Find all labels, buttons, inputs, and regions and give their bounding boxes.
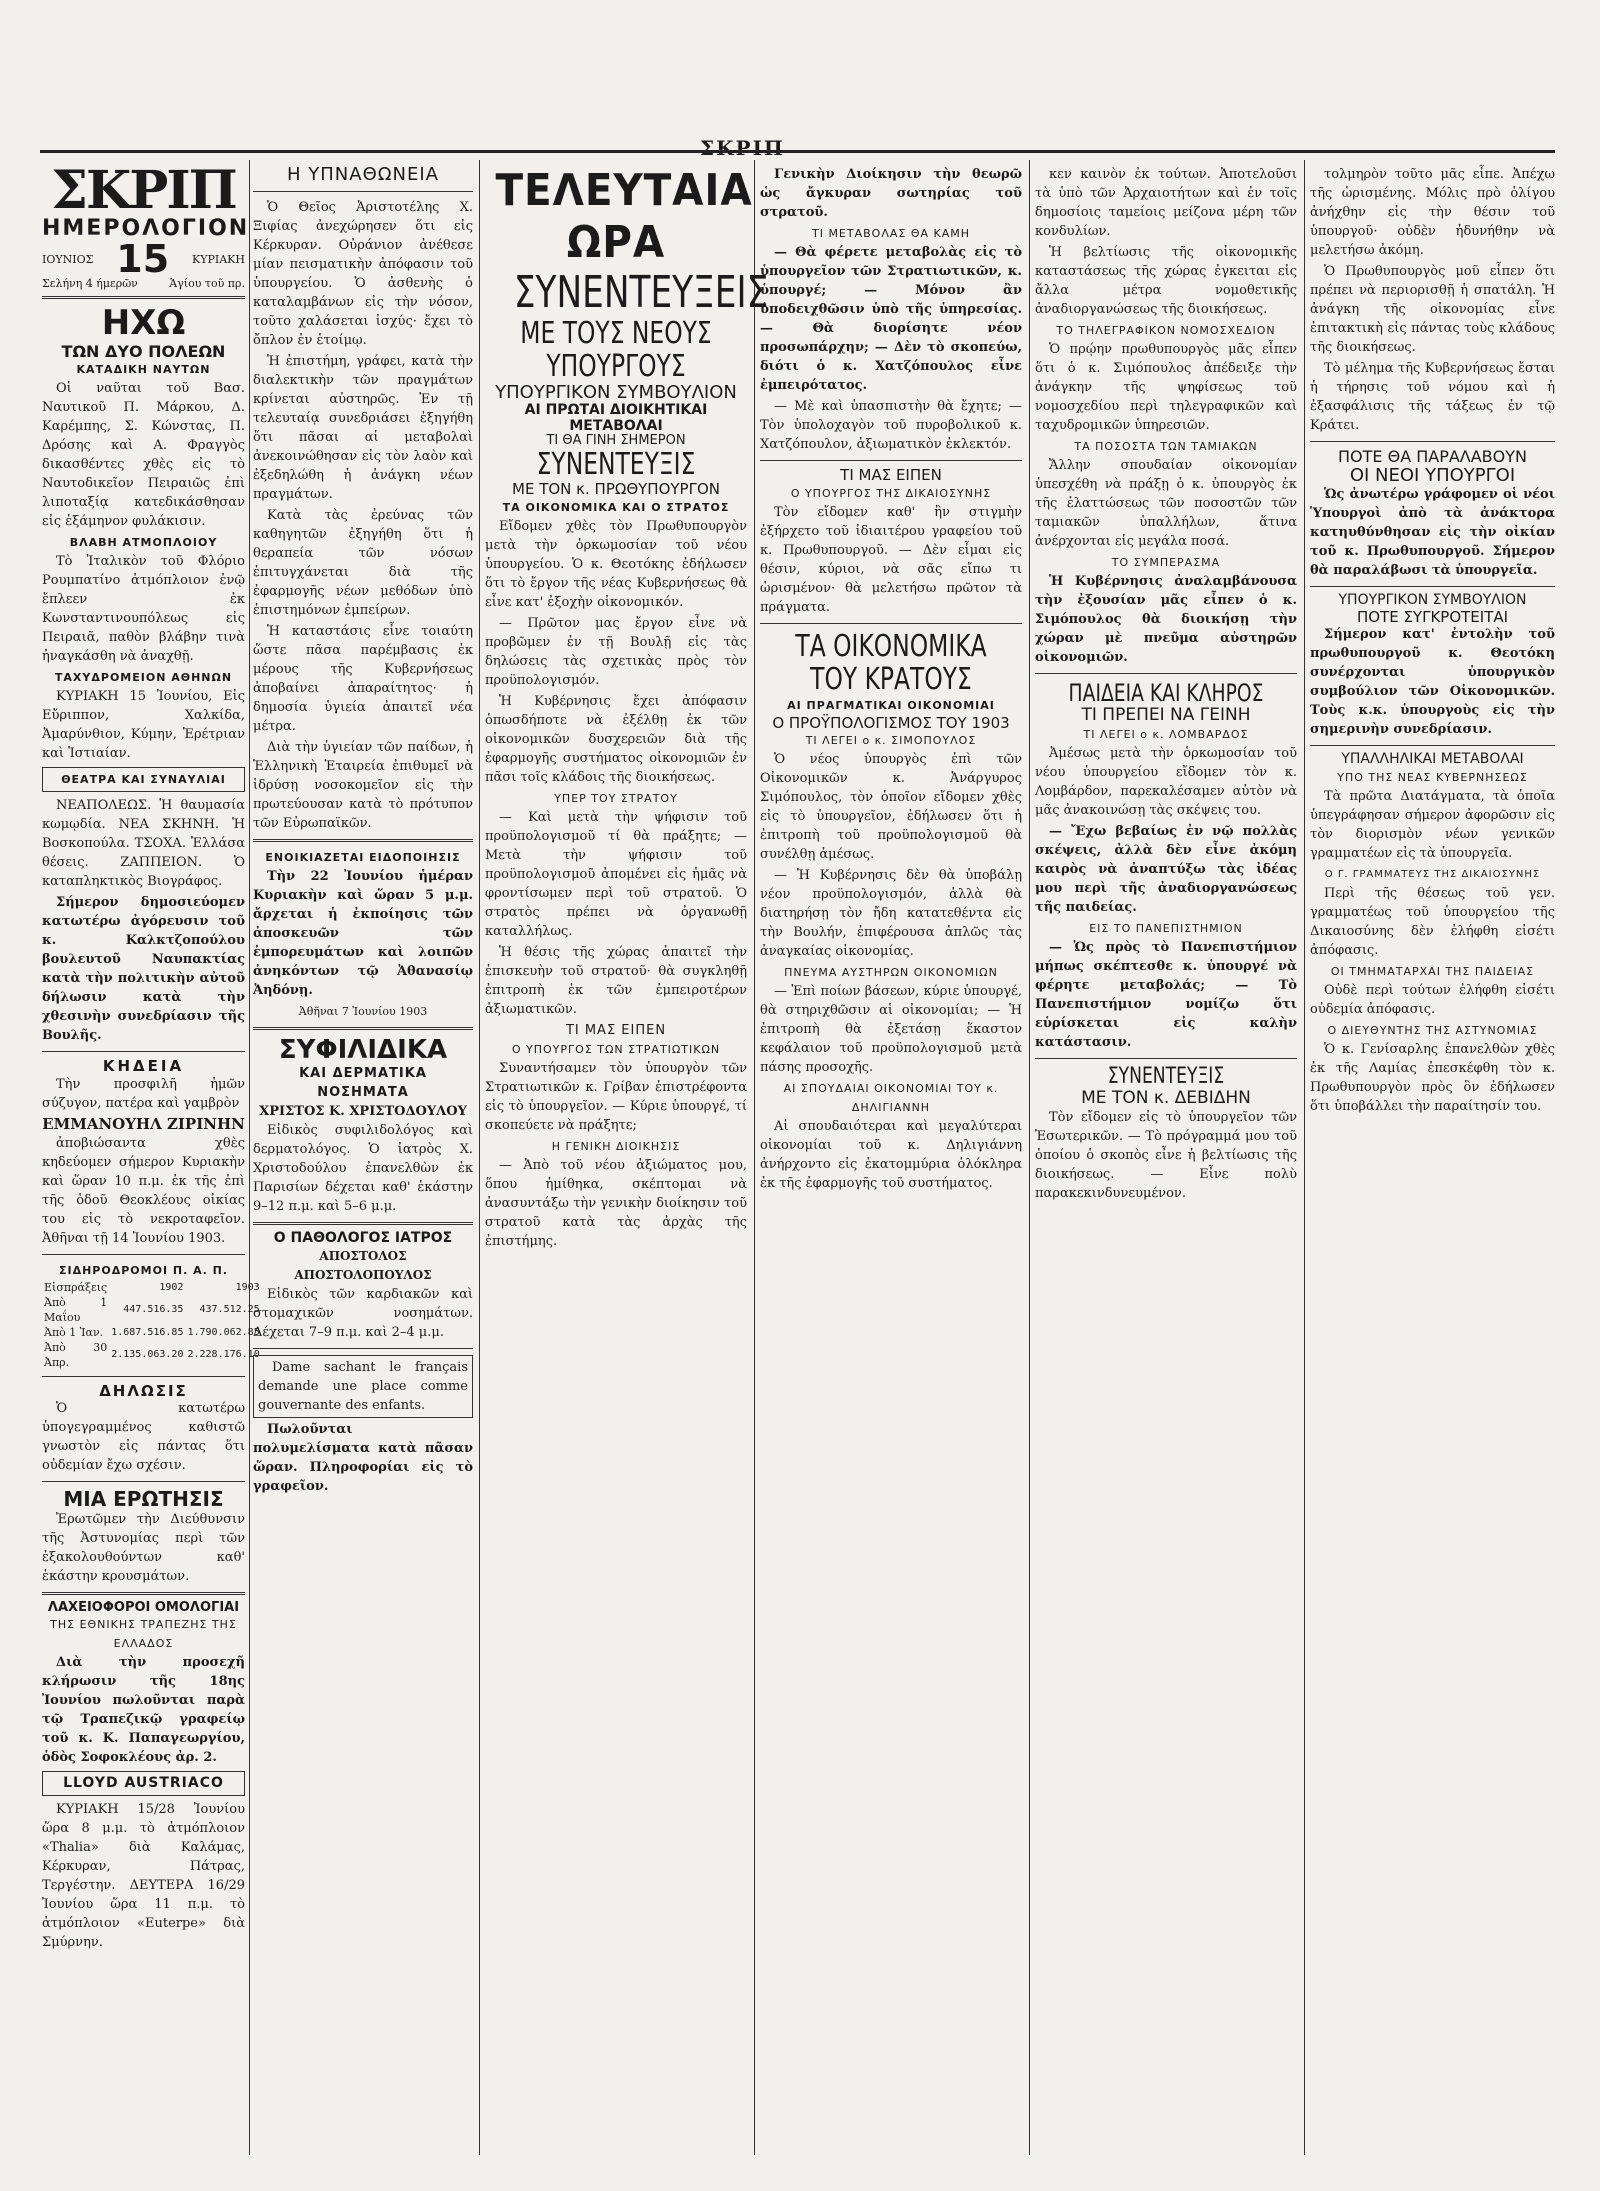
paragraph: Ὁ κατωτέρω ὑπογεγραμμένος καθιστῶ γνωστὸν εἰς πάντας ὅτι οὐδεμίαν ἔχω σχέσιν. (42, 1401, 245, 1474)
subheadline: ΟΙ ΤΜΗΜΑΤΑΡΧΑΙ ΤΗΣ ΠΑΙΔΕΙΑΣ (1330, 964, 1535, 978)
column-divider (479, 160, 480, 2155)
paragraph: ΚΥΡΙΑΚΗ 15/28 Ἰουνίου ὥρα 8 μ.μ. τὸ ἀτμόπλοιον «Thalia» διὰ Καλάμας, Κέρκυραν, Πάτρας, Τεργέστην. ΔΕΥΤΕΡΑ 16/29 Ἰουνίου ὥρα 11 π.μ. τὸ ἀτμόπλοιον «Euterpe» διὰ Σμύρνην. (42, 1802, 245, 1951)
paragraph: Ἡ θέσις τῆς χώρας ἀπαιτεῖ τὴν ἐπισκευὴν τοῦ στρατοῦ· θὰ συγκληθῇ ἐπιτροπὴ ἐκ τῶν ἐμπειροτέρων ἀξιωματικῶν. (485, 944, 747, 1017)
table-row: Ἀπὸ 30 Ἀπρ. 2.135.063.20 2.228.176.10 (44, 1340, 260, 1369)
paragraph: — Πρῶτον μας ἔργον εἶνε νὰ προβῶμεν ἐν τῇ Βουλῇ εἰς τὰς δηλώσεις τὰς σχετικὰς πρὸς τὸν προϋπολογισμόν. (485, 615, 747, 688)
subheadline: ΤΑ ΠΟΣΟΣΤΑ ΤΩΝ ΤΑΜΙΑΚΩΝ (1074, 440, 1258, 453)
headline: ΑΙ ΠΡΩΤΑΙ ΔΙΟΙΚΗΤΙΚΑΙ ΜΕΤΑΒΟΛΑΙ (524, 402, 708, 434)
calendar-row (42, 237, 245, 282)
paragraph: Τὰ πρῶτα Διατάγματα, τὰ ὁποῖα ὑπεγράφησαν σήμερον ἀφορῶσιν εἰς τὸν διορισμὸν νέων γενικῶν γραμματέων εἰς τὰ ὑπουργεῖα. (1310, 788, 1555, 861)
headline: ΥΠΑΛΛΗΛΙΚΑΙ ΜΕΤΑΒΟΛΑΙ (1341, 751, 1524, 768)
subheadline: ΤΙ ΛΕΓΕΙ ο κ. ΛΟΜΒΑΡΔΟΣ (1083, 728, 1249, 742)
paragraph: τολμηρὸν τοῦτο μᾶς εἶπε. Ἀπέχω τῆς ὡρισμένης. Μόλις πρὸ ὀλίγου ἀνήχθην εἰς τὴν θέσιν τοῦ ὑπουργοῦ· οὐδὲν ἠδυνήθην νὰ μελετήσω ἀκόμη. (1310, 167, 1555, 258)
paragraph: ἀποβιώσαντα χθὲς κηδεύομεν σήμερον Κυριακὴν καὶ ὥραν 10 π.μ. ἐκ τῆς ἐπὶ τῆς ὁδοῦ Θεοκλέους οἰκίας του εἰς τὸ νεκροταφεῖον. Ἀθῆναι τῇ 14 Ἰουνίου 1903. (42, 1135, 245, 1246)
headline: ΤΑ ΟΙΚΟΝΟΜΙΚΑ (795, 628, 987, 664)
paragraph: Ὁ Πρωθυπουργὸς μοῦ εἶπεν ὅτι πρέπει νὰ περιορισθῇ ἡ σπατάλη. Ἡ ἀνάγκη τῆς οἰκονομίας εἶνε ἐπιτακτικὴ εἰς πάντας τοὺς κλάδους τῆς διοικήσεως. (1310, 264, 1555, 355)
paragraph: Πωλοῦνται πολυμελίσματα κατὰ πᾶσαν ὥραν. Πληροφορίαι εἰς τὸ γραφεῖον. (253, 1421, 473, 1494)
headline: ΣΥΝΕΝΤΕΥΞΙΣ (536, 447, 696, 483)
subheadline: Ο ΥΠΟΥΡΓΟΣ ΤΗΣ ΔΙΚΑΙΟΣΥΝΗΣ (790, 486, 992, 500)
column-divider (1029, 160, 1030, 2155)
subheadline: ΤΟ ΣΥΜΠΕΡΑΣΜΑ (1111, 556, 1221, 569)
paragraph: Ὁ νέος ὑπουργὸς ἐπὶ τῶν Οἰκονομικῶν κ. Ἀνάργυρος Σιμόπουλος, τὸν ὁποῖον εἴδομεν χθὲς εἰς τὸ ὑπουργεῖον, ἐδήλωσεν ὅτι ἡ ἐπιτροπὴ τοῦ προϋπολογισμοῦ θὰ συνέλθῃ ἀμέσως. (760, 752, 1022, 862)
paragraph: — Ἐπὶ ποίων βάσεων, κύριε ὑπουργέ, θὰ στηριχθῶσιν αἱ οἰκονομίαι; — Ἡ ἐπιτροπὴ θὰ ἐξετάσῃ ἕκαστον κεφάλαιον τοῦ προϋπολογισμοῦ μετὰ πάσης προσοχῆς. (760, 984, 1022, 1075)
subheadline: Ο ΥΠΟΥΡΓΟΣ ΤΩΝ ΣΤΡΑΤΙΩΤΙΚΩΝ (511, 1042, 721, 1056)
headline: ΠΟΤΕ ΘΑ ΠΑΡΑΛΑΒΟΥΝ (1338, 447, 1527, 466)
column-6 (1310, 165, 1555, 2155)
subheadline: ΚΑΙ ΔΕΡΜΑΤΙΚΑ ΝΟΣΗΜΑΤΑ (299, 1066, 427, 1101)
paragraph: Εἴδομεν χθὲς τὸν Πρωθυπουργὸν μετὰ τὴν ὁρκωμοσίαν τοῦ νέου ὑπουργείου. Ὁ κ. Θεοτόκης ἐδήλωσεν ὅτι τὸ ἔργον τῆς νέας Κυβερνήσεως θὰ εἶνε κατ' ἐξοχὴν οἰκονομικόν. (485, 518, 747, 610)
subheadline: ΑΙ ΣΠΟΥΔΑΙΑΙ ΟΙΚΟΝΟΜΙΑΙ ΤΟΥ κ. ΔΗΛΙΓΙΑΝΝΗ (783, 1082, 999, 1114)
paragraph: — Ἔχω βεβαίως ἐν νῷ πολλὰς σκέψεις, ἀλλὰ δὲν εἶνε ἀκόμη καιρὸς νὰ ἀναπτύξω τὰς ἰδέας μου περὶ τῆς ἀναδιοργανώσεως τῆς παιδείας. (1035, 824, 1297, 916)
paragraph: Σήμερον δημοσιεύομεν κατωτέρω ἀγόρευσιν τοῦ κ. Καλκτζοπούλου βουλευτοῦ Ναυπακτίας κατὰ τὴν πολιτικὴν αὐτοῦ δήλωσιν κατὰ τὴν χθεσινὴν συνεδρίασιν τῆς Βουλῆς. (42, 895, 245, 1044)
headline: ΥΠΟΥΡΓΙΚΟΝ ΣΥΜΒΟΥΛΙΟΝ (1338, 592, 1527, 609)
subheadline: ΕΙΣ ΤΟ ΠΑΝΕΠΙΣΤΗΜΙΟΝ (1089, 922, 1243, 936)
headline: ΤΙ ΜΑΣ ΕΙΠΕΝ (840, 466, 942, 484)
headline: ΠΟΤΕ ΣΥΓΚΡΟΤΕΙΤΑΙ (1356, 607, 1509, 626)
paragraph: Γενικὴν Διοίκησιν τὴν θεωρῶ ὡς ἄγκυραν σωτηρίας τοῦ στρατοῦ. (760, 167, 1022, 220)
paragraph: Τὸν εἴδομεν καθ' ἣν στιγμὴν ἐξήρχετο τοῦ ἰδιαιτέρου γραφείου τοῦ κ. Πρωθυπουργοῦ. — Δὲν εἶμαι εἰς θέσιν, κύριοι, νὰ σᾶς εἴπω τι ὡρισμένον· θὰ μελετήσω πρῶτον τὰ πράγματα. (760, 504, 1022, 615)
headline: Ο ΠΑΘΟΛΟΓΟΣ ΙΑΤΡΟΣ (273, 1230, 453, 1247)
paragraph: Ὡς ἀνωτέρω γράφομεν οἱ νέοι Ὑπουργοὶ ἀπὸ τὰ ἀνάκτορα κατηυθύνθησαν εἰς τὴν οἰκίαν τοῦ κ. Πρωθυπουργοῦ. Σήμερον θὰ παραλάβωσι τὰ ὑπουργεῖα. (1310, 487, 1555, 579)
column-divider (1304, 160, 1305, 2155)
headline-boxed: LLOYD AUSTRIACO (42, 1771, 245, 1796)
headline: ΣΥΝΕΝΤΕΥΞΙΣ (1107, 1064, 1225, 1090)
paragraph: Οὐδὲ περὶ τούτων ἐλήφθη εἰσέτι οὐδεμία ἀπόφασις. (1310, 982, 1555, 1017)
paragraph: Συναντήσαμεν τὸν ὑπουργὸν τῶν Στρατιωτικῶν κ. Γρίβαν ἐπιστρέφοντα εἰς τὸ ὑπουργεῖον. — Κύριε ὑπουργέ, τί σκοπεύετε νὰ πράξητε; (485, 1060, 747, 1133)
headline: ΜΕ ΤΟΝ κ. ΔΕΒΙΔΗΝ (1081, 1088, 1251, 1109)
column-4 (760, 165, 1022, 2155)
banner-headline: ΤΕΛΕΥΤΑΙΑ ΩΡΑ (495, 165, 753, 268)
paragraph: — Ἡ Κυβέρνησις δὲν θὰ ὑποβάλῃ νέον προϋπολογισμόν, ἀλλὰ θὰ διατηρήσῃ τὸν ἤδη κατατεθέντα εἰς τὴν Βουλήν, ἐπιφέρουσα ἁπλῶς τὰς ἀναγκαίας οἰκονομίας. (760, 868, 1022, 959)
headline: ΚΑΤΑΔΙΚΗ ΝΑΥΤΩΝ (76, 363, 211, 377)
doctor-name: ΧΡΙΣΤΟΣ Κ. ΧΡΙΣΤΟΔΟΥΛΟΥ (259, 1104, 467, 1120)
calendar-day-number: 15 (116, 237, 170, 282)
paragraph: Ἡ Κυβέρνησις ἀναλαμβάνουσα τὴν ἐξουσίαν μᾶς εἶπεν ὁ κ. Σιμόπουλος θὰ διοικήσῃ τὴν χώραν μὲ πνεῦμα αὐστηρῶν οἰκονομιῶν. (1035, 574, 1297, 665)
subheadline: ΤΑ ΟΙΚΟΝΟΜΙΚΑ ΚΑΙ Ο ΣΤΡΑΤΟΣ (502, 500, 730, 514)
headline: ΤΙ ΘΑ ΓΙΝΗ ΣΗΜΕΡΟΝ (546, 432, 686, 448)
paragraph: Εἰδικὸς συφιλιδολόγος καὶ δερματολόγος. Ὁ ἰατρὸς Χ. Χριστοδούλου ἐπανελθὼν ἐκ Παρισίων δέχεται καθ' ἑκάστην 9–12 π.μ. καὶ 5–6 μ.μ. (253, 1123, 473, 1215)
subheadline: ΤΟ ΤΗΛΕΓΡΑΦΙΚΟΝ ΝΟΜΟΣΧΕΔΙΟΝ (1056, 324, 1276, 337)
headline: ΣΥΝΕΝΤΕΥΞΕΙΣ (513, 267, 769, 318)
subheadline: Η ΓΕΝΙΚΗ ΔΙΟΙΚΗΣΙΣ (551, 1139, 681, 1153)
headline: ΠΑΙΔΕΙΑ ΚΑΙ ΚΛΗΡΟΣ (1068, 679, 1264, 707)
subheadline: ΤΗΣ ΕΘΝΙΚΗΣ ΤΡΑΠΕΖΗΣ ΤΗΣ ΕΛΛΑΔΟΣ (50, 1618, 237, 1651)
paragraph: Dame sachant le français demande une place comme gouvernante des enfants. (253, 1355, 473, 1418)
headline: Η ΥΠΝΑΘΩΝΕΙΑ (287, 164, 439, 185)
column-divider (249, 160, 250, 2155)
section-title-echo: ΗΧΩ (101, 303, 186, 344)
newspaper-logo: ΣΚΡΙΠ (51, 160, 236, 221)
subheadline: ΤΙ ΛΕΓΕΙ ο κ. ΣΙΜΟΠΟΥΛΟΣ (805, 734, 977, 747)
calendar-month: ΙΟΥΝΙΟΣ (42, 252, 94, 266)
doctor-name: ΑΠΟΣΤΟΛΟΣ ΑΠΟΣΤΟΛΟΠΟΥΛΟΣ (294, 1248, 432, 1282)
paragraph: Σήμερον κατ' ἐντολὴν τοῦ πρωθυπουργοῦ κ. Θεοτόκη συνέρχονται ὑπουργικὸν συμβούλιον τῶν Οἰκονομικῶν. Τοὺς κ.κ. ὑπουργοὺς εἰς τὴν σημερινὴν συνεδρίασιν. (1310, 627, 1555, 738)
paragraph: Ἀμέσως μετὰ τὴν ὁρκωμοσίαν τοῦ νέου ὑπουργείου εἴδομεν τὸν κ. Λομβάρδον, παρεκαλέσαμεν αὐτὸν νὰ μᾶς ἀνακοινώσῃ τὰς σκέψεις του. (1035, 746, 1297, 819)
paragraph: Ὁ Θεῖος Ἀριστοτέλης Χ. Ξιφίας ἀνεχώρησεν ὅτι εἰς Κέρκυραν. Οὐράνιον ἀνέθεσε μίαν πεισματικὴν ἀπόφασιν τοῦ ὑπουργείου. Ὁ ἀσθενὴς ὁ καταλαμβάνων εἰς τὴν νόσον, τοῦτο χαλάσεται ἰσχύς· ἔχει τὸ ὄπλον ἐν ἑτοίμῳ. (253, 199, 473, 348)
headline: ΥΠΟΥΡΓΙΚΟΝ ΣΥΜΒΟΥΛΙΟΝ (495, 382, 737, 404)
paragraph: Τὸ Ἰταλικὸν τοῦ Φλόριο Ρουμπατίνο ἀτμόπλοιον ἐνῷ ἔπλεεν ἐκ Κωνσταντινουπόλεως εἰς Πειραιᾶ, παθὸν βλάβην τινὰ ἠναγκάσθη νὰ ἀναχθῇ. (42, 554, 245, 665)
subheadline: ΠΝΕΥΜΑ ΑΥΣΤΗΡΩΝ ΟΙΚΟΝΟΜΙΩΝ (784, 966, 998, 979)
subheadline: Ο ΔΙΕΥΘΥΝΤΗΣ ΤΗΣ ΑΣΤΥΝΟΜΙΑΣ (1327, 1023, 1538, 1037)
column-5 (1035, 165, 1297, 2155)
column-divider (754, 160, 755, 2155)
subheadline: ΤΙ ΜΑΣ ΕΙΠΕΝ (565, 1022, 667, 1038)
paragraph: Αἱ σπουδαιότεραι καὶ μεγαλύτεραι οἰκονομίαι τοῦ κ. Δηλιγιάννη ἀνήρχοντο εἰς ἑκατομμύρια ὁλόκληρα ἐκ τῆς ἐφαρμογῆς τοῦ συστήματος. (760, 1119, 1022, 1191)
paragraph: ΝΕΑΠΟΛΕΩΣ. Ἡ θαυμασία κωμῳδία. ΝΕΑ ΣΚΗΝΗ. Ἡ Βοσκοπούλα. ΤΣΟΧΑ. Ἐλλάσα θέσεις. ΖΑΠΠΕΙΟΝ. Ὁ καταπληκτικὸς Βιογράφος. (42, 798, 245, 890)
paragraph: Κατὰ τὰς ἐρεύνας τῶν καθηγητῶν ἐξηγήθη ὅτι ἡ θεραπεία τῶν νόσων ἐπιτυγχάνεται διὰ τῆς ἐφαρμογῆς νέων μεθόδων ὑπὸ ἐπιστημόνων ἐμπείρων. (253, 507, 473, 618)
headline: ΔΗΛΩΣΙΣ (99, 1381, 188, 1400)
calendar-moon: Σελήνη 4 ήμερῶν (42, 277, 138, 291)
section-subtitle-echo: ΤΩΝ ΔΥΟ ΠΟΛΕΩΝ (61, 341, 226, 361)
headline: ΟΙ ΝΕΟΙ ΥΠΟΥΡΓΟΙ (1349, 464, 1516, 486)
paragraph: Ἡ καταστάσις εἶνε τοιαύτη ὥστε πᾶσα παρέμβασις ἐκ μέρους τῆς Κυβερνήσεως ἀποβαίνει ἀπαραίτητος· ἡ δημοσία ὑγιεία ἀπαιτεῖ νέα μέτρα. (253, 623, 473, 734)
paragraph: Τὸ μέλημα τῆς Κυβερνήσεως ἔσται ἡ τήρησις τοῦ νόμου καὶ ἡ ἐξασφάλισις τῆς τάξεως ἐν τῷ Κράτει. (1310, 361, 1555, 433)
paragraph: Τὴν προσφιλῆ ἡμῶν σύζυγον, πατέρα καὶ γαμβρὸν (42, 1076, 245, 1111)
railway-table (42, 1280, 262, 1370)
paragraph: Εἰδικὸς τῶν καρδιακῶν καὶ στομαχικῶν νοσημάτων. Δέχεται 7–9 π.μ. καὶ 2–4 μ.μ. (253, 1286, 473, 1340)
calendar-saint: Ἁγίου τοῦ πρ. (169, 277, 245, 291)
calendar-weekday: ΚΥΡΙΑΚΗ (192, 252, 245, 266)
paragraph: Ὁ πρῴην πρωθυπουργὸς μᾶς εἶπεν ὅτι ὁ κ. Σιμόπουλος ἀπέδειξε τὴν ἀνάγκην τῆς ψηφίσεως τοῦ νομοσχεδίου περὶ τηλεγραφικῶν καὶ ταχυδρομικῶν ὑπηρεσιῶν. (1035, 342, 1297, 433)
column-3 (485, 165, 769, 2155)
headline: ΤΙ ΠΡΕΠΕΙ ΝΑ ΓΕΙΝΗ (1081, 705, 1251, 726)
table-row: Ἀπὸ 1 Ἰαν. 1.687.516.85 1.790.062.85 (44, 1325, 260, 1339)
masthead: ΣΚΡΙΠ (700, 136, 785, 160)
headline: ΤΟΥ ΚΡΑΤΟΥΣ (810, 661, 972, 697)
paragraph: Τὴν 22 Ἰουνίου ἡμέραν Κυριακὴν καὶ ὥραν 5 μ.μ. ἄρχεται ἡ ἐκποίησις τῶν ἀποσκευῶν τῶν ἐμπορευμάτων καὶ λοιπῶν ἀνηκόντων τῷ Ἀθανασίῳ Ἀηδόνῃ. (253, 868, 473, 998)
paragraph: Οἱ ναῦται τοῦ Βασ. Ναυτικοῦ Π. Μάρκου, Δ. Καρέμπης, Σ. Κώνστας, Π. Δρόσης καὶ Α. Φραγγὸς δικασθέντες χθὲς εἰς τὸ Ναυτοδικεῖον Πειραιῶς ἐπὶ λιποταξίᾳ κατεδικάσθησαν εἰς ἑξάμηνον φυλάκισιν. (42, 381, 245, 530)
headline: ΜΕ ΤΟΝ κ. ΠΡΩΘΥΠΟΥΡΓΟΝ (512, 480, 720, 499)
headline: ΛΑΧΕΙΟΦΟΡΟΙ ΟΜΟΛΟΓΙΑΙ (47, 1600, 240, 1616)
headline: ΜΙΑ ΕΡΩΤΗΣΙΣ (63, 1487, 224, 1512)
ad-signature: Ἀθῆναι 7 Ἰουνίου 1903 (298, 1004, 428, 1018)
paragraph: — Ἀπὸ τοῦ νέου ἀξιώματος μου, ὅπου ἡμίθηκα, σκέπτομαι νὰ ἀνασυντάξω τὴν γενικὴν διοίκησιν τοῦ στρατοῦ κατὰ τὰς ἀρχὰς τῆς ἐπιστήμης. (485, 1157, 747, 1249)
headline: ΣΥΦΙΛΙΔΙΚΑ (278, 1034, 448, 1065)
paragraph: Ἄλλην σπουδαίαν οἰκονομίαν ὑπεσχέθη νὰ πράξῃ ὁ κ. ὑπουργὸς ἐκ τῆς ἐλαττώσεως τῶν ποσοστῶν τῶν ταμιακῶν ὑπαλλήλων, ἅτινα ἀνέρχονται εἰς μεγάλα ποσά. (1035, 458, 1297, 549)
paragraph: Ἡ βελτίωσις τῆς οἰκονομικῆς καταστάσεως τῆς χώρας ἐγκειται εἰς ἄλλα μέτρα νομοθετικῆς ἀναδιοργανώσεως τῆς διοικήσεως. (1035, 245, 1297, 317)
paragraph: — Ὡς πρὸς τὸ Πανεπιστήμιον μήπως σκέπτεσθε κ. ὑπουργέ νὰ φέρητε μεταβολάς; — Τὸ Πανεπιστήμιον νομίζω ὅτι εὑρίσκεται εἰς καλὴν κατάστασιν. (1035, 940, 1297, 1051)
deceased-name: ΕΜΜΑΝΟΥΗΛ ΖΙΡΙΝΗΝ (42, 1114, 245, 1133)
headline: ΜΕ ΤΟΥΣ ΝΕΟΥΣ ΥΠΟΥΡΓΟΥΣ (520, 316, 712, 385)
paragraph: Διὰ τὴν προσεχῆ κλήρωσιν τῆς 18ης Ἰουνίου πωλοῦνται παρὰ τῷ Τραπεζικῷ γραφείῳ τοῦ κ. Κ. Παπαγεωργίου, ὁδὸς Σοφοκλέους ἀρ. 2. (42, 1655, 245, 1766)
column-1 (42, 160, 260, 2155)
paragraph: Ἡ ἐπιστήμη, γράφει, κατὰ τὴν διαλεκτικὴν τῶν πραγμάτων κρίνεται αὐστηρῶς. Ἐν τῇ τελευταίᾳ συνεδριάσει ἐξηγήθη ὅτι πᾶσαι αἱ μεταβολαὶ ἀνεκοινώθησαν εἰς τὸν λαὸν καὶ ἐξεδηλώθη ἡ ἀνάγκη νέων πραγμάτων. (253, 353, 473, 502)
paragraph: — Καὶ μετὰ τὴν ψήφισιν τοῦ προϋπολογισμοῦ τί θὰ πράξητε; — Μετὰ τὴν ψήφισιν τοῦ προϋπολογισμοῦ ἀπομένει εἰς ἡμᾶς νὰ φροντίσωμεν περὶ τοῦ στρατοῦ. Ὁ στρατὸς πρέπει νὰ ὀργανωθῇ καταλλήλως. (485, 809, 747, 939)
subheadline: Ο Γ. ΓΡΑΜΜΑΤΕΥΣ ΤΗΣ ΔΙΚΑΙΟΣΥΝΗΣ (1324, 868, 1541, 880)
table-row: Εἰσπράξεις 1902 1903 (44, 1280, 260, 1294)
paragraph: — Θὰ φέρετε μεταβολὰς εἰς τὸ ὑπουργεῖον τῶν Στρατιωτικῶν, κ. ὑπουργέ; — Μόνον ἂν ὑποδειχθῶσιν ὑπὸ τῆς ὑπηρεσίας. — Θὰ διορίσητε νέον προσωπάρχην; — Δὲν τὸ σκοπεύω, διότι ὁ κ. Χατζόπουλος εἶνε ἐμπειρότατος. (760, 245, 1022, 393)
headline: Ο ΠΡΟΫΠΟΛΟΓΙΣΜΟΣ ΤΟΥ 1903 (772, 713, 1010, 732)
paragraph: ΚΥΡΙΑΚΗ 15 Ἰουνίου, Εἰς Εὔριππον, Χαλκίδα, Ἀμαρύνθιον, Κύμην, Ἐρέτριαν καὶ Ἱστιαίαν. (42, 689, 245, 762)
paragraph: Ἡ Κυβέρνησις ἔχει ἀπόφασιν ὁπωσδήποτε νὰ ἐξέλθῃ ἐκ τῶν οἰκονομικῶν δυσχερειῶν διὰ τῆς ἐφαρμογῆς συστήματος οἰκονομιῶν ἐν πᾶσι τοῖς κλάδοις τῆς διοικήσεως. (485, 693, 747, 785)
paragraph: Ὁ κ. Γενίσαρλης ἐπανελθὼν χθὲς ἐκ τῆς Λαμίας ἐπεσκέφθη τὸν κ. Πρωθυπουργὸν πρὸς ὃν ἐδήλωσεν ὅτι ὑποβάλλει τὴν παραίτησίν του. (1310, 1041, 1555, 1114)
subheadline: ΥΠΟ ΤΗΣ ΝΕΑΣ ΚΥΒΕΡΝΗΣΕΩΣ (1337, 770, 1528, 784)
paragraph: Διὰ τὴν ὑγιείαν τῶν παίδων, ἡ Ἑλληνικὴ Ἑταιρεία ἐπιθυμεῖ νὰ ἱδρύσῃ νοσοκομεῖον εἰς τὴν πρωτεύουσαν κατὰ τὸ πρότυπον τῶν Εὐρωπαϊκῶν. (253, 739, 473, 831)
paragraph: Περὶ τῆς θέσεως τοῦ γεν. γραμματέως τοῦ ὑπουργείου τῆς Δικαιοσύνης δὲν ἐλήφθη εἰσέτι ἀπόφασις. (1310, 885, 1555, 958)
subheadline: ΤΙ ΜΕΤΑΒΟΛΑΣ ΘΑ ΚΑΜΗ (811, 227, 971, 240)
headline-boxed: ΘΕΑΤΡΑ ΚΑΙ ΣΥΝΑΥΛΙΑΙ (42, 767, 245, 792)
headline: ΕΝΟΙΚΙΑΖΕΤΑΙ ΕΙΔΟΠΟΙΗΣΙΣ (265, 850, 461, 864)
headline: ΣΙΔΗΡΟΔΡΟΜΟΙ Π. Α. Π. (58, 1263, 228, 1277)
paragraph: Τὸν εἴδομεν εἰς τὸ ὑπουργεῖον τῶν Ἐσωτερικῶν. — Τὸ πρόγραμμά μου τοῦ ὁποίου ὁ σκοπὸς εἶνε ἡ βελτίωσις τῆς διοικήσεως. — Εἶνε πολὺ παρακεκινδυνευμένον. (1035, 1109, 1297, 1201)
headline: ΤΑΧΥΔΡΟΜΕΙΟΝ ΑΘΗΝΩΝ (54, 671, 233, 685)
top-rule (40, 150, 1555, 153)
paragraph: Ἐρωτῶμεν τὴν Διεύθυνσιν τῆς Ἀστυνομίας περὶ τῶν ἐξακολουθούντων καθ' ἑκάστην κρουσμάτων. (42, 1512, 245, 1585)
calendar-title: ΗΜΕΡΟΛΟΓΙΟΝ (42, 216, 250, 241)
table-row: Ἀπὸ 1 Μαΐου 447.516.35 437.512.25 (44, 1295, 260, 1324)
column-2 (253, 165, 473, 2155)
headline: ΚΗΔΕΙΑ (102, 1057, 185, 1076)
paragraph: κεν καινὸν ἐκ τούτων. Ἀποτελοῦσι τὰ ὑπὸ τῶν Ἀρχαιοτήτων καὶ ἐν τοῖς δημοσίοις ταμείοις μείζονα μέρη τῶν κονδυλίων. (1035, 167, 1297, 239)
paragraph: — Μὲ καὶ ὑπασπιστὴν θὰ ἔχητε; — Τὸν ὑπολοχαγὸν τοῦ πυροβολικοῦ κ. Χατζόπουλον, ἀξιωματικὸν ἐκλεκτόν. (760, 399, 1022, 452)
subheadline: ΑΙ ΠΡΑΓΜΑΤΙΚΑΙ ΟΙΚΟΝΟΜΙΑΙ (787, 698, 995, 712)
headline: ΒΛΑΒΗ ΑΤΜΟΠΛΟΙΟΥ (69, 536, 218, 550)
subheadline: ΥΠΕΡ ΤΟΥ ΣΤΡΑΤΟΥ (554, 791, 678, 805)
